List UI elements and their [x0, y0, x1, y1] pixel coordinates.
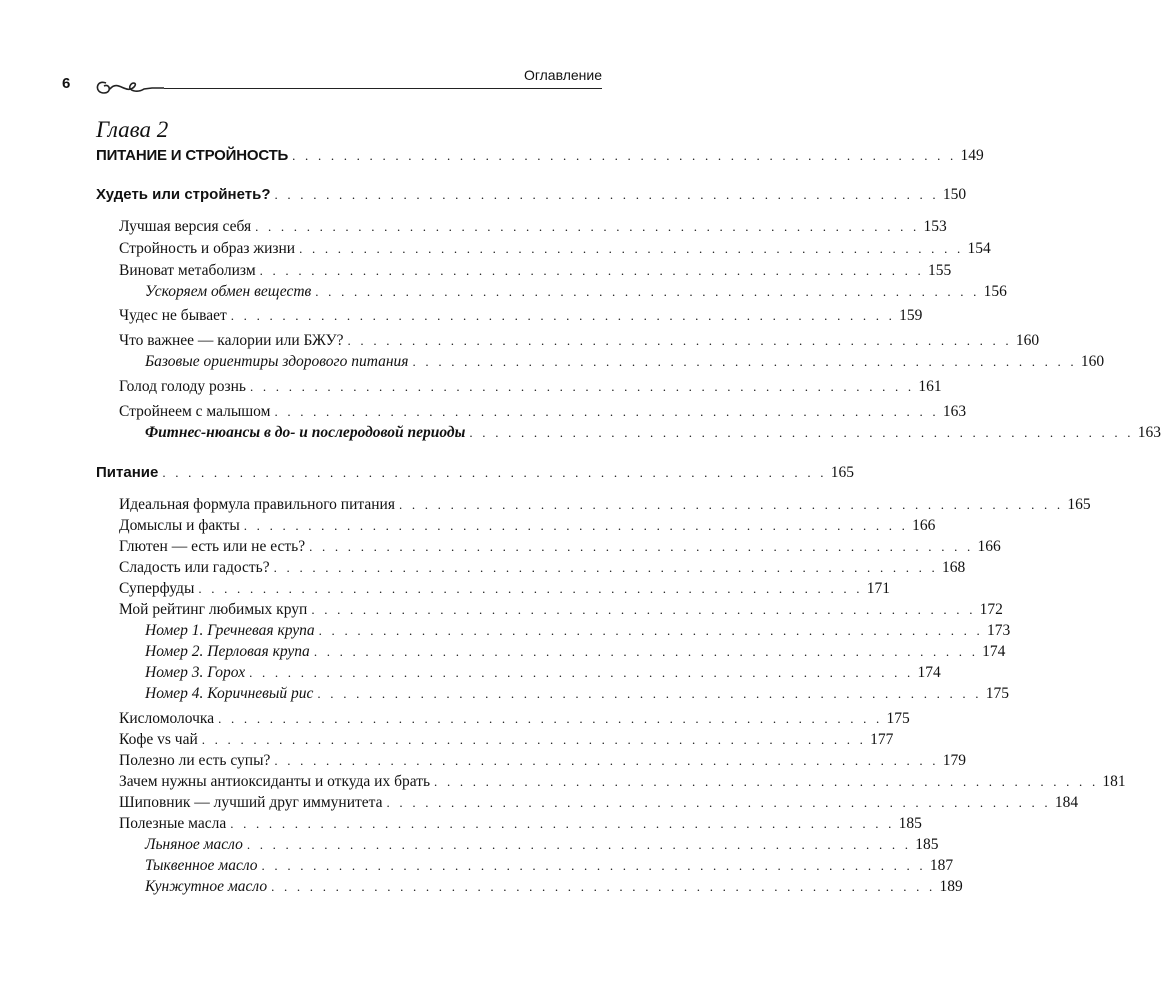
toc-entry[interactable]	[119, 708, 910, 730]
toc-entry-page: 161	[918, 378, 942, 395]
toc-subentry[interactable]	[145, 620, 1011, 642]
toc-chapter-title[interactable]	[96, 145, 984, 167]
page-number: 6	[62, 75, 71, 92]
toc-entry-page: 153	[923, 218, 947, 235]
toc-subentry[interactable]	[145, 351, 1105, 373]
leader-dots: . . . . . . . . . . . . . . . . . . . . . . . . . . . . . . . . . . . . . . . . . . . . . . . . . . . .	[243, 518, 909, 533]
running-head: Оглавление	[523, 67, 602, 83]
toc-entry-title: Глютен — есть или не есть?	[119, 538, 306, 555]
toc-entry-page: 149	[960, 147, 984, 164]
leader-dots: . . . . . . . . . . . . . . . . . . . . . . . . . . . . . . . . . . . . . . . . . . . . . . . . . . . .	[347, 333, 1012, 348]
toc-entry-page: 150	[942, 186, 967, 203]
toc-entry-page: 160	[1015, 332, 1040, 349]
toc-entry-page: 175	[985, 685, 1010, 702]
toc-entry-title: Номер 2. Перловая крупа	[145, 643, 310, 660]
leader-dots: . . . . . . . . . . . . . . . . . . . . . . . . . . . . . . . . . . . . . . . . . . . . . . . . . . . .	[249, 665, 914, 680]
toc-entry[interactable]	[119, 401, 967, 423]
leader-dots: . . . . . . . . . . . . . . . . . . . . . . . . . . . . . . . . . . . . . . . . . . . . . . . . . . . .	[201, 732, 867, 747]
toc-entry[interactable]	[119, 536, 1001, 558]
toc-entry-page: 187	[929, 857, 954, 874]
toc-entry[interactable]	[119, 557, 966, 579]
leader-dots: . . . . . . . . . . . . . . . . . . . . . . . . . . . . . . . . . . . . . . . . . . . . . . . . . . . .	[386, 795, 1051, 810]
toc-entry[interactable]	[119, 494, 1091, 516]
toc-entry-title: Стройность и образ жизни	[119, 240, 296, 257]
leader-dots: . . . . . . . . . . . . . . . . . . . . . . . . . . . . . . . . . . . . . . . . . . . . . . . . . . . .	[162, 465, 827, 480]
toc-entry-title: Номер 3. Горох	[145, 664, 246, 681]
toc-entry-page: 175	[886, 710, 910, 727]
toc-entry-page: 173	[987, 622, 1011, 639]
toc-entry-title: ПИТАНИЕ И СТРОЙНОСТЬ	[96, 147, 289, 164]
toc-entry-page: 166	[977, 538, 1001, 555]
leader-dots: . . . . . . . . . . . . . . . . . . . . . . . . . . . . . . . . . . . . . . . . . . . . . . . . . . . .	[398, 497, 1064, 512]
toc-entry-title: Номер 1. Гречневая крупа	[145, 622, 315, 639]
toc-entry-title: Льняное масло	[145, 836, 243, 853]
toc-entry-page: 160	[1080, 353, 1105, 370]
toc-entry-title: Базовые ориентиры здорового питания	[145, 353, 409, 370]
toc-entry-title: Номер 4. Коричневый рис	[145, 685, 314, 702]
toc-entry[interactable]	[119, 729, 894, 751]
toc-entry-page: 166	[912, 517, 936, 534]
leader-dots: . . . . . . . . . . . . . . . . . . . . . . . . . . . . . . . . . . . . . . . . . . . . . . . . . . . .	[313, 644, 979, 659]
toc-subentry[interactable]	[145, 855, 954, 877]
leader-dots: . . . . . . . . . . . . . . . . . . . . . . . . . . . . . . . . . . . . . . . . . . . . . . . . . . . .	[271, 879, 936, 894]
leader-dots: . . . . . . . . . . . . . . . . . . . . . . . . . . . . . . . . . . . . . . . . . . . . . . . . . . . .	[292, 148, 957, 163]
toc-entry-title: Зачем нужны антиоксиданты и откуда их брать	[119, 773, 431, 790]
toc-entry[interactable]	[119, 216, 947, 238]
leader-dots: . . . . . . . . . . . . . . . . . . . . . . . . . . . . . . . . . . . . . . . . . . . . . . . . . . . .	[218, 711, 883, 726]
toc-section[interactable]	[96, 184, 967, 206]
toc-entry-title: Кунжутное масло	[145, 878, 268, 895]
leader-dots: . . . . . . . . . . . . . . . . . . . . . . . . . . . . . . . . . . . . . . . . . . . . . . . . . . . .	[255, 219, 920, 234]
toc-entry-page: 171	[866, 580, 890, 597]
toc-entry-title: Полезные масла	[119, 815, 227, 832]
toc-entry-page: 179	[942, 752, 966, 769]
toc-subentry[interactable]	[145, 422, 1161, 444]
toc-entry[interactable]	[119, 330, 1040, 352]
toc-entry-page: 159	[899, 307, 923, 324]
toc-entry[interactable]	[119, 792, 1079, 814]
toc-entry-page: 185	[898, 815, 922, 832]
leader-dots: . . . . . . . . . . . . . . . . . . . . . . . . . . . . . . . . . . . . . . . . . . . . . . . . . . . .	[274, 404, 939, 419]
leader-dots: . . . . . . . . . . . . . . . . . . . . . . . . . . . . . . . . . . . . . . . . . . . . . . . . . . . .	[198, 581, 863, 596]
toc-entry-title: Кисломолочка	[119, 710, 215, 727]
leader-dots: . . . . . . . . . . . . . . . . . . . . . . . . . . . . . . . . . . . . . . . . . . . . . . . . . . . .	[246, 837, 912, 852]
toc-entry-page: 163	[1137, 424, 1161, 441]
toc-entry[interactable]	[119, 771, 1126, 793]
toc-entry-title: Лучшая версия себя	[119, 218, 252, 235]
toc-entry-page: 168	[942, 559, 966, 576]
toc-subentry[interactable]	[145, 876, 963, 898]
leader-dots: . . . . . . . . . . . . . . . . . . . . . . . . . . . . . . . . . . . . . . . . . . . . . . . . . . . .	[230, 308, 896, 323]
toc-section[interactable]	[96, 462, 854, 484]
toc-entry-page: 177	[870, 731, 894, 748]
leader-dots: . . . . . . . . . . . . . . . . . . . . . . . . . . . . . . . . . . . . . . . . . . . . . . . . . . . .	[274, 187, 939, 202]
leader-dots: . . . . . . . . . . . . . . . . . . . . . . . . . . . . . . . . . . . . . . . . . . . . . . . . . . . .	[259, 263, 924, 278]
toc-entry-page: 155	[927, 262, 952, 279]
toc-entry-title: Худеть или стройнеть?	[96, 186, 271, 203]
toc-entry-title: Питание	[96, 464, 159, 481]
toc-entry-title: Домыслы и факты	[119, 517, 240, 534]
toc-entry-page: 185	[915, 836, 939, 853]
leader-dots: . . . . . . . . . . . . . . . . . . . . . . . . . . . . . . . . . . . . . . . . . . . . . . . . . . . .	[412, 354, 1077, 369]
toc-entry-title: Тыквенное масло	[145, 857, 258, 874]
toc-entry-title: Голод голоду рознь	[119, 378, 246, 395]
leader-dots: . . . . . . . . . . . . . . . . . . . . . . . . . . . . . . . . . . . . . . . . . . . . . . . . . . . .	[315, 284, 980, 299]
toc-entry-page: 174	[917, 664, 941, 681]
toc-subentry[interactable]	[145, 683, 1010, 705]
leader-dots: . . . . . . . . . . . . . . . . . . . . . . . . . . . . . . . . . . . . . . . . . . . . . . . . . . . .	[274, 753, 939, 768]
toc-entry[interactable]	[119, 515, 936, 537]
toc-entry-page: 184	[1054, 794, 1079, 811]
leader-dots: . . . . . . . . . . . . . . . . . . . . . . . . . . . . . . . . . . . . . . . . . . . . . . . . . . . .	[469, 425, 1134, 440]
toc-entry-page: 156	[983, 283, 1007, 300]
leader-dots: . . . . . . . . . . . . . . . . . . . . . . . . . . . . . . . . . . . . . . . . . . . . . . . . . . . .	[434, 774, 1099, 789]
toc-entry-title: Виноват метаболизм	[119, 262, 256, 279]
toc-entry-page: 174	[982, 643, 1006, 660]
toc-entry[interactable]	[119, 750, 966, 772]
toc-entry-title: Ускоряем обмен веществ	[145, 283, 312, 300]
toc-entry[interactable]	[119, 376, 942, 398]
leader-dots: . . . . . . . . . . . . . . . . . . . . . . . . . . . . . . . . . . . . . . . . . . . . . . . . . . . .	[317, 686, 982, 701]
toc-entry[interactable]	[119, 305, 923, 327]
leader-dots: . . . . . . . . . . . . . . . . . . . . . . . . . . . . . . . . . . . . . . . . . . . . . . . . . . . .	[230, 816, 895, 831]
toc-entry-page: 172	[979, 601, 1003, 618]
toc-entry[interactable]	[119, 813, 922, 835]
toc-entry-page: 165	[1067, 496, 1091, 513]
toc-subentry[interactable]	[145, 641, 1006, 663]
toc-subentry[interactable]	[145, 662, 941, 684]
leader-dots: . . . . . . . . . . . . . . . . . . . . . . . . . . . . . . . . . . . . . . . . . . . . . . . . . . . .	[309, 539, 974, 554]
toc-entry-title: Полезно ли есть супы?	[119, 752, 271, 769]
leader-dots: . . . . . . . . . . . . . . . . . . . . . . . . . . . . . . . . . . . . . . . . . . . . . . . . . . . .	[273, 560, 938, 575]
toc-entry-page: 189	[939, 878, 963, 895]
leader-dots: . . . . . . . . . . . . . . . . . . . . . . . . . . . . . . . . . . . . . . . . . . . . . . . . . . . .	[250, 379, 915, 394]
toc-entry-page: 154	[967, 240, 991, 257]
toc-entry-title: Чудес не бывает	[119, 307, 227, 324]
toc-entry-title: Фитнес-нюансы в до- и послеродовой периоды	[145, 424, 466, 441]
toc-entry-title: Шиповник — лучший друг иммунитета	[119, 794, 383, 811]
toc-entry-title: Идеальная формула правильного питания	[119, 496, 395, 513]
toc-entry[interactable]	[119, 599, 1003, 621]
toc-entry[interactable]	[119, 260, 952, 282]
toc-entry-title: Мой рейтинг любимых круп	[119, 601, 308, 618]
toc-entry-title: Что важнее — калории или БЖУ?	[119, 332, 344, 349]
toc-entry-page: 163	[942, 403, 967, 420]
toc-entry-title: Суперфуды	[119, 580, 195, 597]
toc-entry-title: Кофе vs чай	[119, 731, 198, 748]
leader-dots: . . . . . . . . . . . . . . . . . . . . . . . . . . . . . . . . . . . . . . . . . . . . . . . . . . . .	[261, 858, 926, 873]
toc-entry-page: 165	[830, 464, 854, 481]
toc-subentry[interactable]	[145, 834, 939, 856]
leader-dots: . . . . . . . . . . . . . . . . . . . . . . . . . . . . . . . . . . . . . . . . . . . . . . . . . . . .	[318, 623, 984, 638]
toc-entry-page: 181	[1102, 773, 1126, 790]
toc-entry[interactable]	[119, 578, 890, 600]
toc-subentry[interactable]	[145, 281, 1007, 303]
chapter-label: Глава 2	[96, 117, 169, 142]
toc-entry-title: Стройнеем с малышом	[119, 403, 271, 420]
leader-dots: . . . . . . . . . . . . . . . . . . . . . . . . . . . . . . . . . . . . . . . . . . . . . . . . . . . .	[299, 241, 964, 256]
leader-dots: . . . . . . . . . . . . . . . . . . . . . . . . . . . . . . . . . . . . . . . . . . . . . . . . . . . .	[311, 602, 976, 617]
toc-entry[interactable]	[119, 238, 991, 260]
toc-entry-title: Сладость или гадость?	[119, 559, 270, 576]
